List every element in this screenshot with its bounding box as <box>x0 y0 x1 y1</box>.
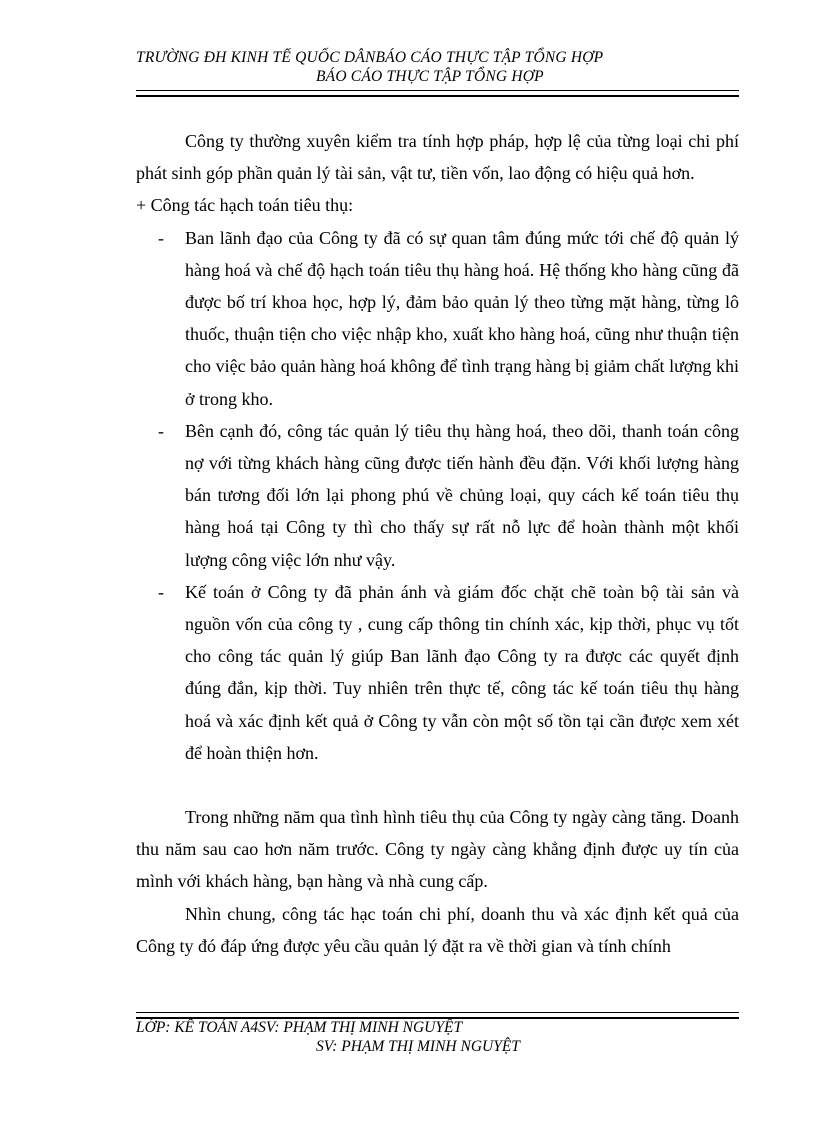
footer-line-1: LỚP: KẾ TOÁN A4SV: PHẠM THỊ MINH NGUYỆT <box>136 1019 463 1036</box>
bullet-item-1 <box>136 222 739 415</box>
document-body <box>136 125 739 962</box>
header-rule <box>136 90 739 97</box>
bullet-marker: - <box>158 420 164 441</box>
section-heading: + Công tác hạch toán tiêu thụ: <box>136 195 354 216</box>
header-line-2: BÁO CÁO THỰC TẬP TỔNG HỢP <box>316 68 544 85</box>
paragraph-3: Nhìn chung, công tác hạc toán chi phí, doanh thu và xác định kết quả của Công ty đó đáp ứng được yêu cầu quản lý đặt ra về thời gian và tính chính <box>136 903 739 956</box>
page-header <box>136 48 739 86</box>
paragraph-1: Công ty thường xuyên kiểm tra tính hợp pháp, hợp lệ của từng loại chi phí phát sinh góp phần quản lý tài sản, vật tư, tiền vốn, lao động có hiệu quả hơn. <box>136 131 739 184</box>
bullet-text-2: Bên cạnh đó, công tác quản lý tiêu thụ hàng hoá, theo dõi, thanh toán công nợ với từng khách hàng cũng được tiến hành đều đặn. Với khối lượng hàng bán tương đối lớn lại phong phú về chủng loại, quy cách kế toán tiêu thụ hàng hoá tại Công ty thì cho thấy sự rất nỗ lực để hoàn thành một khối lượng công việc lớn như vậy. <box>185 420 739 570</box>
bullet-text-3: Kế toán ở Công ty đã phản ánh và giám đốc chặt chẽ toàn bộ tài sản và nguồn vốn của công ty , cung cấp thông tin chính xác, kịp thời, phục vụ tốt cho công tác quản lý giúp Ban lãnh đạo Công ty ra được các quyết định đúng đắn, kịp thời. Tuy nhiên trên thực tế, công tác kế toán tiêu thụ hàng hoá và xác định kết quả ở Công ty vẫn còn một số tồn tại cần được xem xét để hoàn thiện hơn. <box>185 581 739 763</box>
bullet-item-2 <box>136 415 739 576</box>
paragraph-2: Trong những năm qua tình hình tiêu thụ của Công ty ngày càng tăng. Doanh thu năm sau cao hơn năm trước. Công ty ngày càng khẳng định được uy tín của mình với khách hàng, bạn hàng và nhà cung cấp. <box>136 807 739 892</box>
bullet-text-1: Ban lãnh đạo của Công ty đã có sự quan tâm đúng mức tới chế độ quản lý hàng hoá và chế độ hạch toán tiêu thụ hàng hoá. Hệ thống kho hàng cũng đã được bố trí khoa học, hợp lý, đảm bảo quản lý theo từng mặt hàng, từng lô thuốc, thuận tiện cho việc nhập kho, xuất kho hàng hoá, cũng như thuận tiện cho việc bảo quản hàng hoá không để tình trạng hàng bị giảm chất lượng khi ở trong kho. <box>185 227 739 409</box>
bullet-marker: - <box>158 227 164 248</box>
bullet-item-3 <box>136 576 739 769</box>
paragraph-spacer <box>136 769 739 801</box>
header-line-1: TRƯỜNG ĐH KINH TẾ QUỐC DÂNBÁO CÁO THỰC TẬP TỔNG HỢP <box>136 49 604 66</box>
footer-line-2: SV: PHẠM THỊ MINH NGUYỆT <box>316 1038 520 1055</box>
bullet-marker: - <box>158 581 164 602</box>
page-footer <box>136 1018 739 1056</box>
